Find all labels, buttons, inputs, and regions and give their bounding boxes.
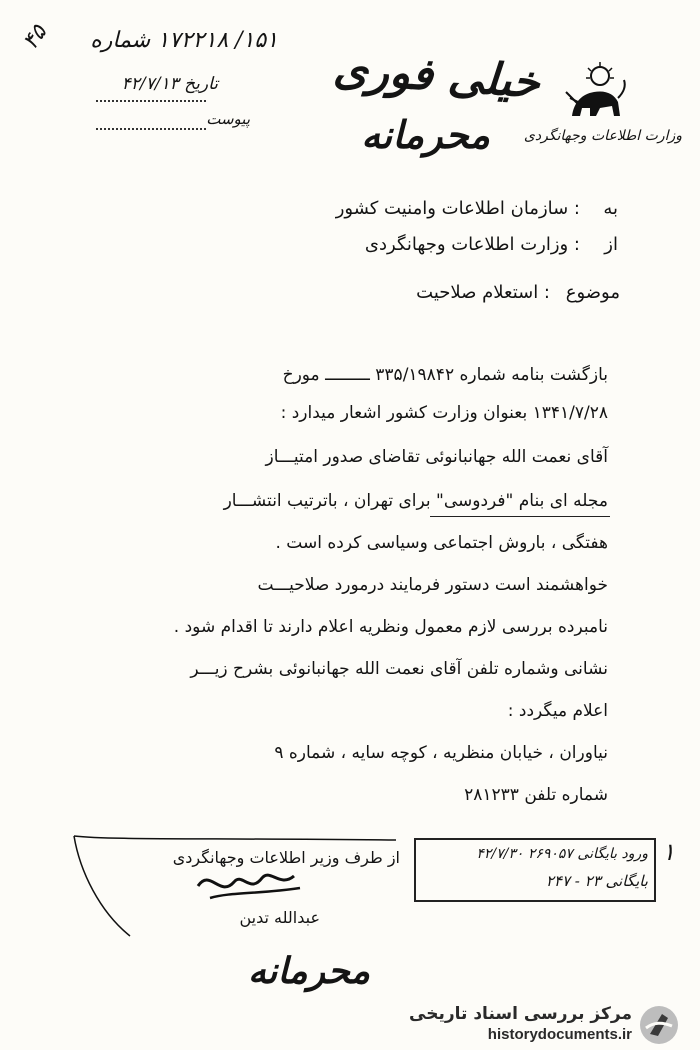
bottom-classification: محرمانه: [248, 950, 370, 992]
body-line-1: بازگشت بنامه شماره ۳۳۵/۱۹۸۴۲ ـــــــــ مورخ: [282, 365, 608, 385]
letter-number: ۱۵۱/ ۱۷۲۲۱۸ شماره: [90, 28, 278, 53]
body-line-7: نامبرده بررسی لازم معمول ونظریه اعلام دارند تا اقدام شود .: [173, 617, 608, 637]
archive-stamp: [414, 838, 656, 902]
handwritten-signature: [190, 858, 310, 908]
to-value: : سازمان اطلاعات وامنیت کشور: [335, 198, 580, 219]
body-line-8: نشانی وشماره تلفن آقای نعمت الله جهانبانوئی بشرح زیـــر: [190, 659, 608, 679]
watermark-url: historydocuments.ir: [487, 1026, 632, 1043]
body-line-11: شماره تلفن ۲۸۱۲۳۳: [464, 785, 608, 805]
date-line: تاریخ ۴۲/۷/۱۳: [121, 74, 218, 94]
lion-and-sun-emblem-icon: [560, 58, 630, 128]
watermark-logo-icon: [636, 1004, 682, 1046]
body-line-6: خواهشمند است دستور فرمایند درمورد صلاحیـــت: [257, 575, 608, 595]
body-line-10: نیاوران ، خیابان منظریه ، کوچه سایه ، شماره ۹: [274, 743, 608, 763]
magazine-name-underline: [430, 516, 610, 517]
signature-on-behalf: از طرف وزیر اطلاعات وجهانگردی: [172, 848, 400, 867]
attachment-dots: [96, 128, 206, 130]
body-line-4: مجله ای بنام "فردوسی" برای تهران ، باترتیب انتشـــار: [223, 491, 608, 511]
body-line-5: هفتگی ، باروش اجتماعی وسیاسی کرده است .: [275, 533, 608, 553]
urgency-title: خیلی فوری: [331, 43, 542, 109]
ministry-caption: وزارت اطلاعات وجهانگردی: [523, 128, 682, 144]
body-line-2: ۱۳۴۱/۷/۲۸ بعنوان وزارت کشور اشعار میدارد :: [280, 403, 608, 423]
archive-stamp-line-2: بایگانی ۲۳ - ۲۴۷: [545, 872, 648, 890]
subject-value: : استعلام صلاحیت: [416, 282, 550, 303]
stamp-side-mark: ۱: [662, 838, 675, 866]
body-line-9: اعلام میگردد :: [507, 701, 608, 721]
date-dots: [96, 100, 206, 102]
to-label: به: [603, 198, 618, 219]
body-line-3: آقای نعمت الله جهانبانوئی تقاضای صدور امتیـــاز: [265, 447, 608, 467]
from-label: از: [604, 234, 618, 255]
attachment-label: پیوست: [206, 110, 250, 128]
from-value: : وزارت اطلاعات وجهانگردی: [364, 234, 580, 255]
page-number: ۴۵: [18, 20, 53, 55]
archive-stamp-line-1: ورود بایگانی ۲۶۹۰۵۷ ۴۲/۷/۳۰: [476, 846, 648, 862]
signer-name: عبدالله تدین: [239, 908, 320, 927]
classification-title: محرمانه: [361, 112, 490, 157]
subject-label: موضوع: [565, 282, 620, 303]
watermark-org: مرکز بررسی اسناد تاریخی: [409, 1004, 632, 1024]
